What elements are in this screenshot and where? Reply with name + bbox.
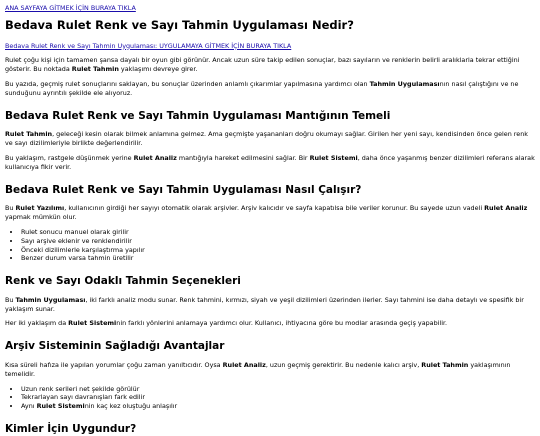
text: , geleceği kesin olarak bilmek anlamına gelmez. Ama geçmişte yaşananları doğru okumayı sağlar. Girilen her yeni sayı, kendisinden önce gelen renk ve sayı dizilimleriyle birlikte değerlendirilir. [5,130,528,148]
text: Her iki yaklaşım da [5,319,69,328]
text: , iki farklı analiz modu sunar. Renk tahmini, kırmızı, siyah ve yeşil dizilimleri üzerinden ilerler. Sayı tahmini ise daha detaylı ve spesifik bir yaklaşım sunar. [5,295,524,313]
steps-list [5,228,535,263]
list-item [21,402,535,411]
text: Rulet çoğu kişi için tamamen şansa dayalı bir oyun gibi görünür. Ancak uzun süre takip edilen sonuçlar, bazı sayıların ve renklerin belirli aralıklarla tekrar ettiğini gösterir. Bu noktada [5,56,520,74]
list-item [21,393,535,402]
basics-paragraph-2 [5,154,535,172]
keyword: Rulet Yazılımı [15,204,65,213]
text: nin kaç kez oluştuğu anlaşılır [84,402,178,411]
text: yapmak mümkün olur. [5,213,77,222]
keyword: Rulet Tahmin [5,130,53,139]
text: , uzun geçmiş gerektirir. Bu nedenle kalıcı arşiv, [265,360,422,369]
text: Uzun renk serileri net şekilde görülür [21,384,140,393]
section-heading-audience: Kimler İçin Uygundur? [5,423,137,436]
options-paragraph-1 [5,296,535,314]
basics-paragraph-1 [5,130,535,148]
list-item: • Önceki dizilimlerle karşılaştırma yapılır [21,246,535,255]
keyword: Rulet Sistemi [309,154,358,163]
text: Aynı [21,402,37,411]
text: , kullanıcının girdiği her sayıyı otomatik olarak arşivler. Arşiv kalıcıdır ve sayfa kapatılsa bile veriler korunur. Bu sayede uzun vadeli [64,204,485,213]
home-link[interactable]: ANA SAYFAYA GİTMEK İÇİN BURAYA TIKLA [5,4,136,12]
text: yaklaşımı devreye girer. [118,65,198,74]
list-item: • Rulet sonucu manuel olarak girilir [21,228,535,237]
page-title: Bedava Rulet Renk ve Sayı Tahmin Uygulaması Nedir? [5,17,354,32]
text: Tekrarlayan sayı davranışları fark edilir [21,393,145,402]
text: Bu yazıda, geçmiş rulet sonuçlarını saklayan, bu sonuçlar üzerinden anlamlı çıkarımlar yapılmasına yardımcı olan [5,80,370,89]
keyword: Rulet Analiz [222,360,266,369]
keyword: Rulet Analiz [484,204,528,213]
list-item: • Benzer durum varsa tahmin üretilir [21,254,535,263]
text: Bu yaklaşım, rastgele düşünmek yerine [5,154,134,163]
section-heading-options: Renk ve Sayı Odaklı Tahmin Seçenekleri [5,275,241,288]
keyword: Rulet Sistemi [36,402,85,411]
app-link-paragraph [5,42,535,51]
text: yaklaşımının temelidir. [5,360,511,378]
section-heading-archive: Arşiv Sisteminin Sağladığı Avantajlar [5,340,225,353]
intro-paragraph-2 [5,80,535,98]
keyword: Rulet Tahmin [421,360,469,369]
text: nın nasıl çalıştığını ve ne sunduğunu ayrıntılı şekilde ele alıyoruz. [5,80,519,97]
keyword: Tahmin Uygulaması [15,295,86,304]
keyword: Rulet Sistemi [68,319,117,328]
archive-paragraph-1 [5,361,535,379]
text: Bu [5,295,16,304]
text: nin farklı yönlerini anlamaya yardımcı olur. Kullanıcı, ihtiyacına göre bu modlar arasında geçiş yapabilir. [116,319,448,328]
text: Kısa süreli hafıza ile yapılan yorumlar çoğu zaman yanıltıcıdır. Oysa [5,360,223,369]
text: mantığıyla hareket edilmesini sağlar. Bir [176,154,310,163]
options-paragraph-2 [5,319,535,328]
text: Bu [5,204,16,213]
keyword: Rulet Tahmin [71,65,119,74]
text: , daha önce yaşanmış benzer dizilimleri referans alarak kullanıcıya fikir verir. [5,154,535,171]
app-link[interactable]: Bedava Rulet Renk ve Sayı Tahmin Uygulaması: UYGULAMAYA GİTMEK İÇİN BURAYA TIKLA [5,41,292,50]
advantages-list [5,385,535,411]
keyword: Rulet Analiz [133,154,177,163]
section-heading-how-it-works: Bedava Rulet Renk ve Sayı Tahmin Uygulaması Nasıl Çalışır? [5,183,362,196]
intro-paragraph-1 [5,56,535,74]
how-paragraph-1 [5,204,535,222]
keyword: Tahmin Uygulaması [369,80,440,89]
list-item [21,385,535,394]
list-item: • Sayı arşive eklenir ve renklendirilir [21,237,535,246]
section-heading-basics: Bedava Rulet Renk ve Sayı Tahmin Uygulaması Mantığının Temeli [5,109,391,122]
